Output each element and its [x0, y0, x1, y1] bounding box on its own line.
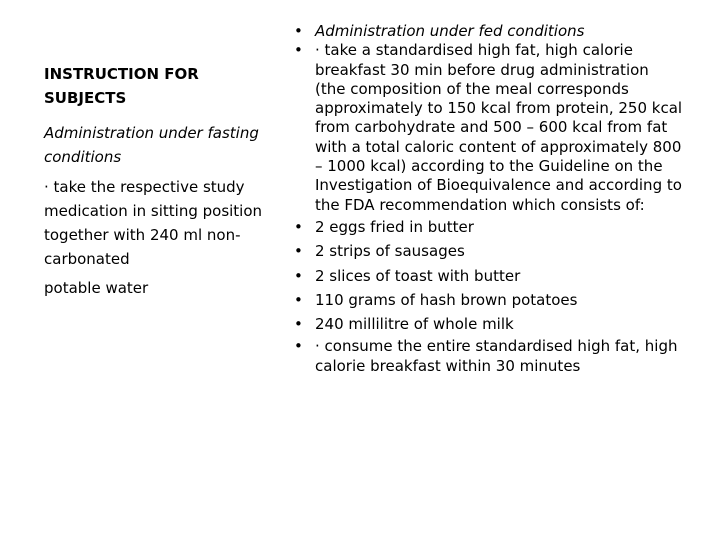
- fasting-instruction-text-continued: potable water: [44, 279, 149, 297]
- list-item-sausages: [294, 239, 684, 263]
- list-item-breakfast-instruction: [294, 41, 684, 215]
- bullet-icon: •: [294, 315, 303, 334]
- list-item-toast: [294, 264, 684, 288]
- breakfast-instruction-text: · take a standardised high fat, high calorie breakfast 30 min before drug administration (the composition of the meal corresponds approximately to 150 kcal from protein, 250 kcal from carbohydrate and 500 – 600 kcal from fat with a total caloric content of approximately 800 – 1000 kcal) according to the Guideline on the Investigation of Bioequivalence and according to the FDA recommendation which consists of:: [315, 41, 683, 214]
- bullet-icon: •: [294, 290, 303, 309]
- instruction-heading: INSTRUCTION FOR SUBJECTS: [44, 65, 199, 107]
- menu-item-text: 110 grams of hash brown potatoes: [315, 290, 578, 309]
- menu-item-text: 2 strips of sausages: [315, 242, 465, 261]
- bullet-icon: •: [294, 242, 303, 261]
- left-column: [44, 62, 269, 300]
- right-column: [294, 22, 684, 376]
- list-item-fed-heading: [294, 22, 684, 41]
- bullet-icon: •: [294, 41, 303, 60]
- menu-item-text: 240 millilitre of whole milk: [315, 315, 514, 334]
- bullet-icon: •: [294, 217, 303, 236]
- fasting-instruction-text: · take the respective study medication in sitting position together with 240 ml non-carbonated: [44, 178, 263, 268]
- fed-conditions-heading: Administration under fed conditions: [315, 22, 585, 40]
- menu-item-text: 2 slices of toast with butter: [315, 266, 521, 285]
- bullet-icon: •: [294, 22, 303, 40]
- list-item-milk: [294, 312, 684, 336]
- list-item-potatoes: [294, 288, 684, 312]
- fed-conditions-list: [294, 22, 684, 376]
- consume-instruction-text: · consume the entire standardised high fat, high calorie breakfast within 30 minutes: [315, 337, 678, 375]
- bullet-icon: •: [294, 266, 303, 285]
- bullet-icon: •: [294, 337, 303, 356]
- fasting-subheading: Administration under fasting conditions: [44, 124, 259, 166]
- list-item-consume-instruction: [294, 337, 684, 376]
- menu-item-text: 2 eggs fried in butter: [315, 217, 474, 236]
- list-item-eggs: [294, 215, 684, 239]
